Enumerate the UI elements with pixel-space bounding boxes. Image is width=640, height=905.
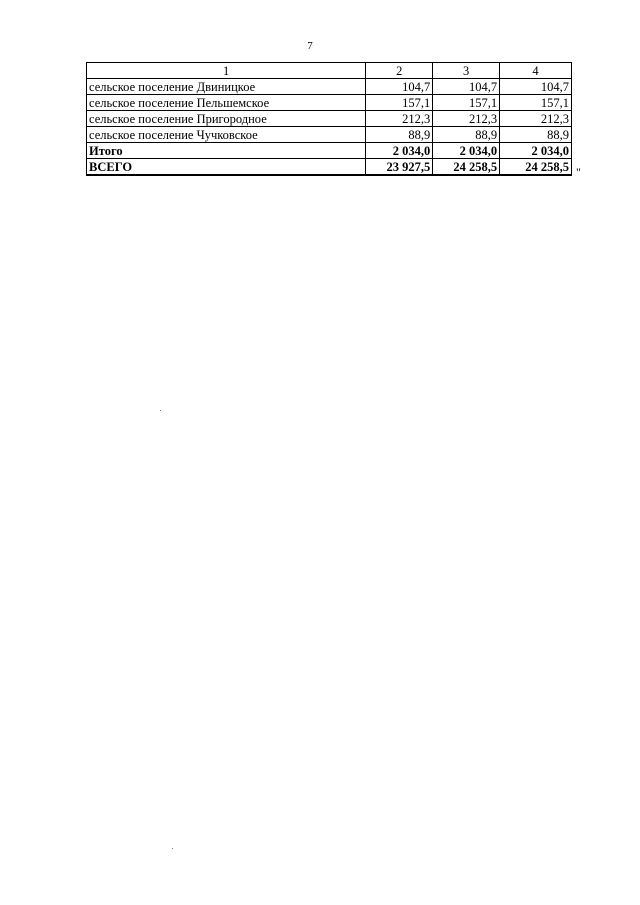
subtotal-value-col3: 2 034,0: [433, 143, 500, 159]
scan-speck: [172, 848, 173, 849]
column-header-1: 1: [87, 63, 366, 79]
row-value-col3: 104,7: [433, 79, 500, 95]
row-value-col3: 212,3: [433, 111, 500, 127]
row-value-col3: 157,1: [433, 95, 500, 111]
total-value-col4: 24 258,5: [500, 159, 572, 176]
table-row: [87, 111, 572, 127]
table-header-row: [87, 63, 572, 79]
row-value-col4: 212,3: [500, 111, 572, 127]
table-row: [87, 95, 572, 111]
table-row: [87, 127, 572, 143]
closing-quote: ": [576, 165, 581, 179]
row-value-col2: 104,7: [366, 79, 433, 95]
row-value-col4: 88,9: [500, 127, 572, 143]
page-number: 7: [307, 40, 313, 52]
row-name: сельское поселение Пригородное: [87, 111, 366, 127]
table-row: [87, 79, 572, 95]
column-header-2: 2: [366, 63, 433, 79]
subtotal-label: Итого: [87, 143, 366, 159]
row-value-col2: 157,1: [366, 95, 433, 111]
total-value-col3: 24 258,5: [433, 159, 500, 176]
total-label: ВСЕГО: [87, 159, 366, 176]
budget-table: [86, 62, 572, 176]
row-name: сельское поселение Двиницкое: [87, 79, 366, 95]
column-header-3: 3: [433, 63, 500, 79]
row-name: сельское поселение Чучковское: [87, 127, 366, 143]
subtotal-value-col2: 2 034,0: [366, 143, 433, 159]
row-name: сельское поселение Пельшемское: [87, 95, 366, 111]
total-row: [87, 159, 572, 176]
row-value-col4: 104,7: [500, 79, 572, 95]
row-value-col4: 157,1: [500, 95, 572, 111]
scan-speck: [160, 410, 161, 411]
column-header-4: 4: [500, 63, 572, 79]
total-value-col2: 23 927,5: [366, 159, 433, 176]
row-value-col3: 88,9: [433, 127, 500, 143]
subtotal-row: [87, 143, 572, 159]
row-value-col2: 88,9: [366, 127, 433, 143]
row-value-col2: 212,3: [366, 111, 433, 127]
subtotal-value-col4: 2 034,0: [500, 143, 572, 159]
